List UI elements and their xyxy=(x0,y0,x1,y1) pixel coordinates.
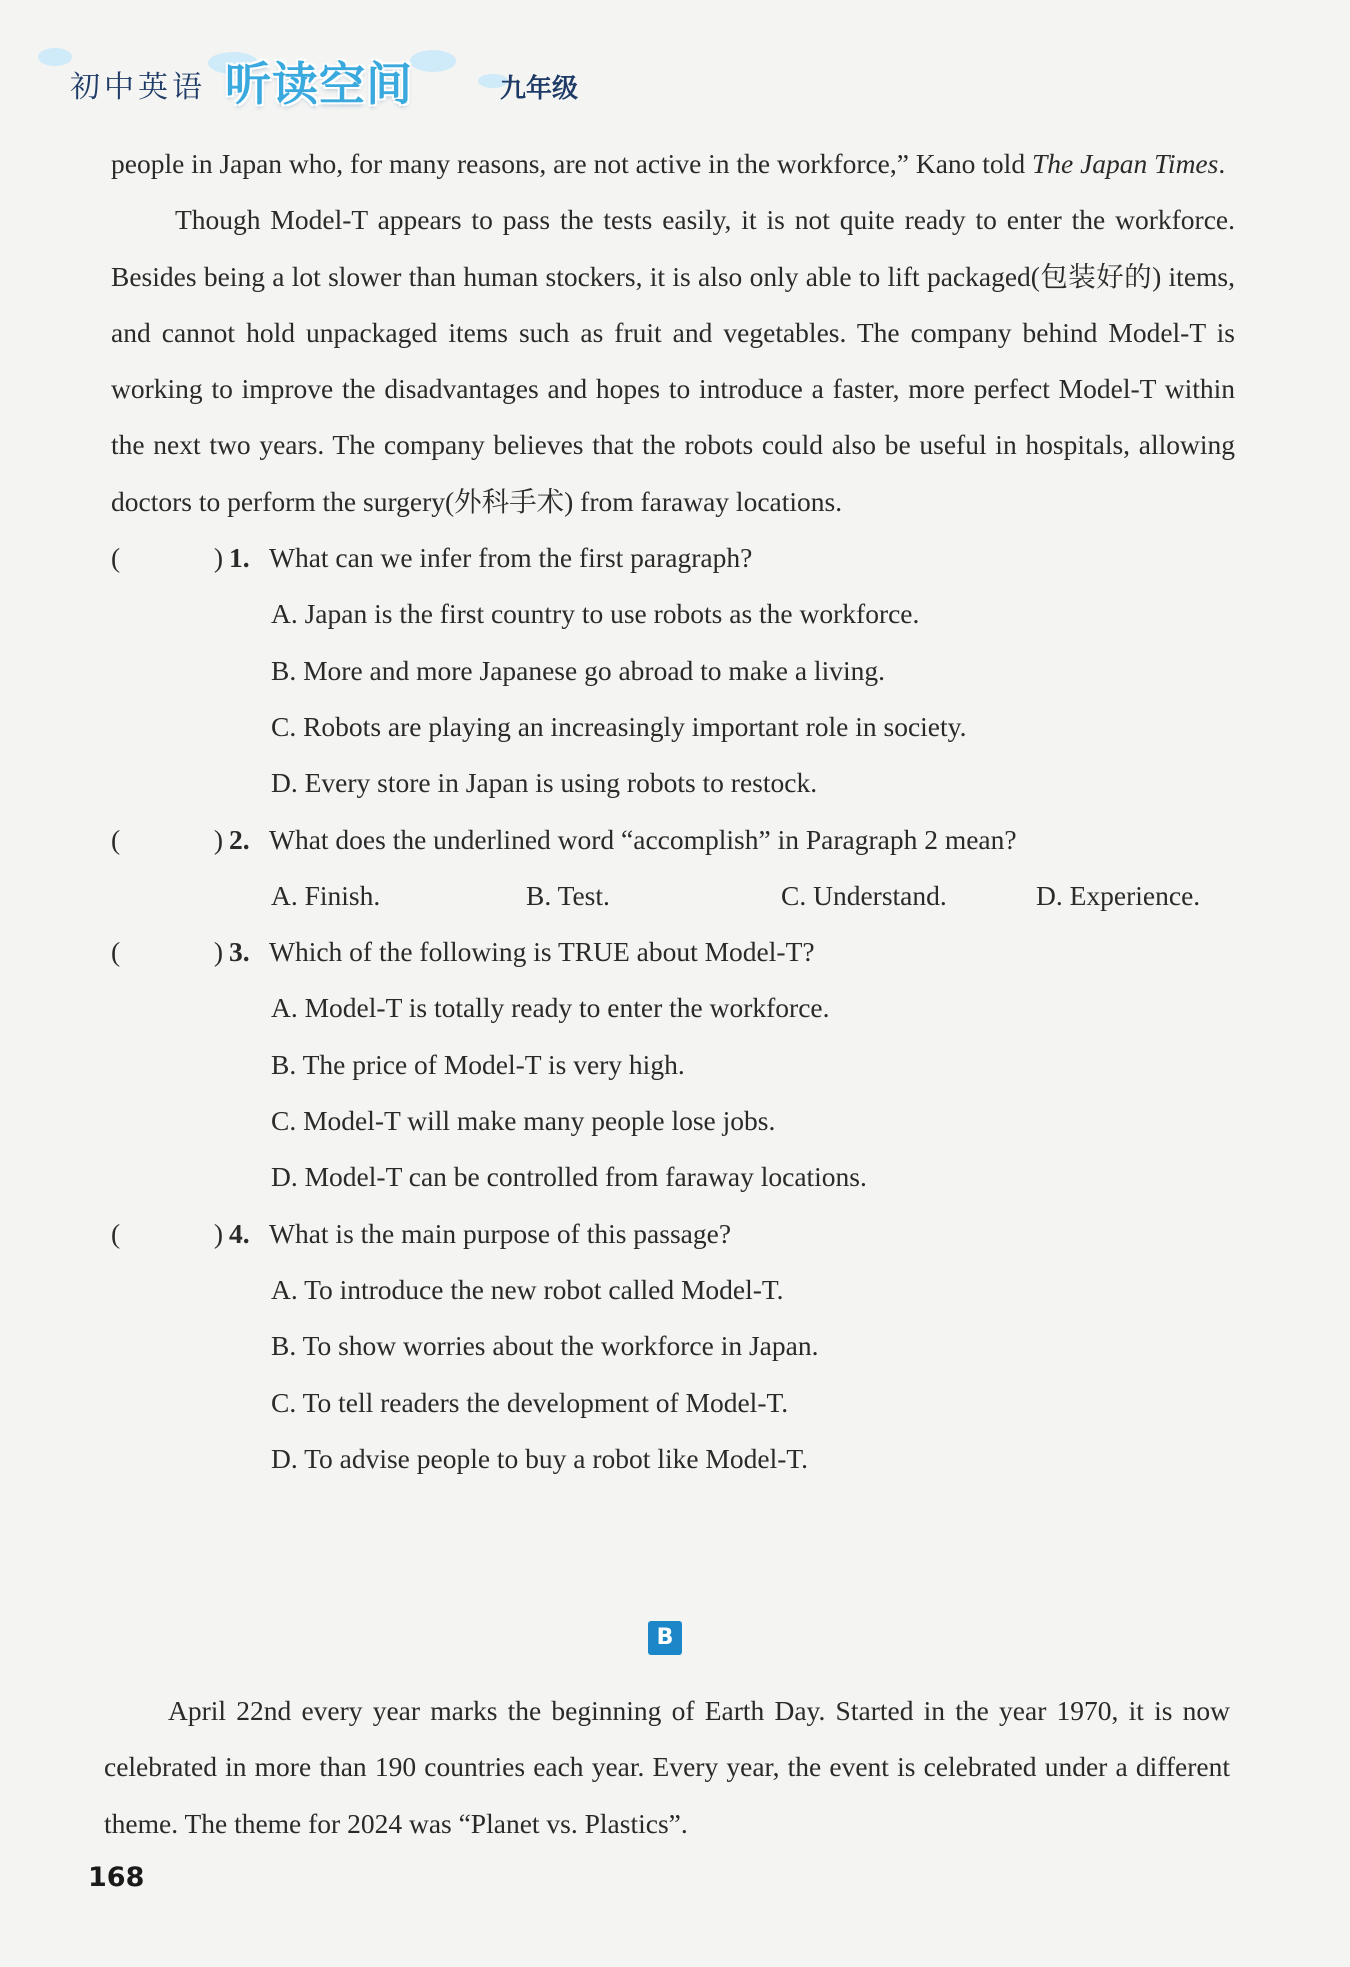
page-header xyxy=(30,36,730,126)
answer-blank[interactable]: ( ) xyxy=(111,823,223,855)
question-2 xyxy=(111,812,1235,925)
passage-a xyxy=(111,136,1235,1487)
option-d: D. To advise people to buy a robot like Model-T. xyxy=(271,1442,809,1474)
question-text: What is the main purpose of this passage? xyxy=(269,1217,732,1249)
section-b-badge: B xyxy=(648,1621,682,1655)
grade-label: 九年级 xyxy=(500,74,579,104)
question-text: What can we infer from the first paragraph? xyxy=(269,542,753,574)
answer-blank[interactable]: ( ) xyxy=(111,542,223,574)
brand-title: 听读空间 xyxy=(225,57,413,111)
question-text: What does the underlined word “accomplish” in Paragraph 2 mean? xyxy=(269,823,1017,855)
passage-b xyxy=(104,1683,1230,1852)
option-c: C. Understand. xyxy=(781,879,947,911)
series-title: 初中英语 xyxy=(70,70,206,105)
option-b: B. More and more Japanese go abroad to make a living. xyxy=(271,654,885,686)
option-b: B. To show worries about the workforce in Japan. xyxy=(271,1330,819,1362)
question-list xyxy=(111,530,1235,1487)
option-c: C. Model-T will make many people lose jobs. xyxy=(271,1105,776,1137)
passage-b-paragraph: April 22nd every year marks the beginning of Earth Day. Started in the year 1970, it is now celebrated in more than 190 countries each year. Every year, the event is celebrated under a different theme. The theme for 2024 was “Planet vs. Plastics”. xyxy=(104,1695,1230,1839)
question-number: 4. xyxy=(229,1217,250,1249)
cloud-decoration xyxy=(410,50,456,72)
question-number: 3. xyxy=(229,936,250,968)
option-a: A. Finish. xyxy=(271,879,381,911)
option-a: A. Japan is the first country to use robots as the workforce. xyxy=(271,598,920,630)
option-d: D. Model-T can be controlled from faraway locations. xyxy=(271,1161,867,1193)
option-a: A. To introduce the new robot called Model-T. xyxy=(271,1273,784,1305)
paragraph-1-continued: people in Japan who, for many reasons, are not active in the workforce,” Kano told The Japan Times. xyxy=(111,148,1226,179)
answer-blank[interactable]: ( ) xyxy=(111,1217,223,1249)
option-b: B. Test. xyxy=(526,879,610,911)
question-number: 1. xyxy=(229,542,250,574)
page-number: 168 xyxy=(88,1862,145,1893)
options-row xyxy=(111,868,1235,924)
cloud-decoration xyxy=(38,48,72,66)
question-1 xyxy=(111,530,1235,811)
question-text: Which of the following is TRUE about Model-T? xyxy=(269,936,815,968)
option-c: C. To tell readers the development of Model-T. xyxy=(271,1386,789,1418)
option-b: B. The price of Model-T is very high. xyxy=(271,1048,685,1080)
question-number: 2. xyxy=(229,823,250,855)
option-c: C. Robots are playing an increasingly important role in society. xyxy=(271,710,967,742)
newspaper-title: The Japan Times xyxy=(1031,148,1219,179)
question-3 xyxy=(111,924,1235,1205)
answer-blank[interactable]: ( ) xyxy=(111,936,223,968)
option-d: D. Every store in Japan is using robots to restock. xyxy=(271,767,818,799)
question-4 xyxy=(111,1206,1235,1487)
paragraph-2: Though Model-T appears to pass the tests easily, it is not quite ready to enter the workforce. Besides being a lot slower than human stockers, it is also only able to lift packaged(包装好的) items, and cannot hold unpackaged items such as fruit and vegetables. The company behind Model-T is working to improve the disadvantages and hopes to introduce a faster, more perfect Model-T within the next two years. The company believes that the robots could also be useful in hospitals, allowing doctors to perform the surgery(外科手术) from faraway locations. xyxy=(111,204,1235,517)
option-d: D. Experience. xyxy=(1036,879,1201,911)
option-a: A. Model-T is totally ready to enter the workforce. xyxy=(271,992,830,1024)
